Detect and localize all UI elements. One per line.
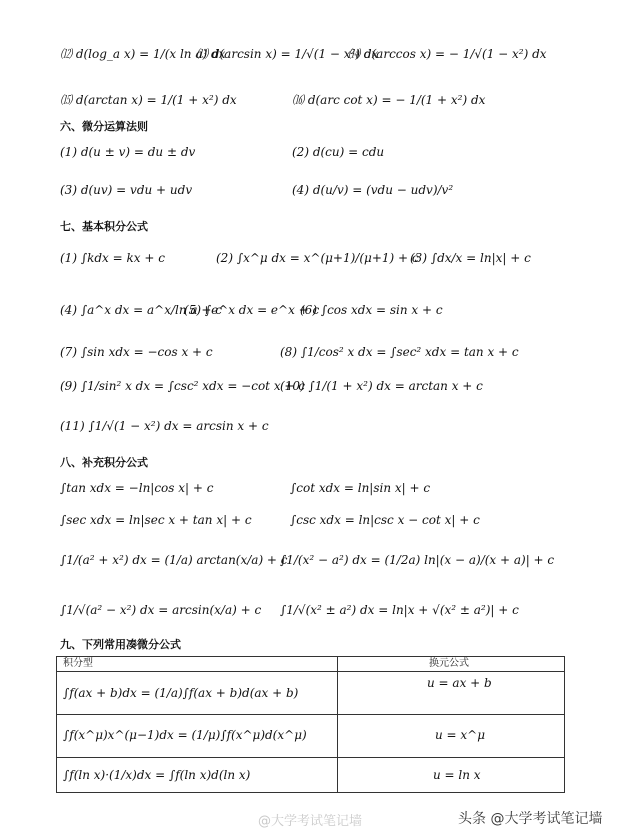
formula-13: ⒀ d(arcsin x) = 1/√(1 − x²) dx (196, 47, 379, 61)
s7-formula-9: (9) ∫1/sin² x dx = ∫csc² xdx = −cot x + c (60, 379, 305, 393)
s8-formula-3: ∫sec xdx = ln|sec x + tan x| + c (60, 513, 252, 527)
formula-15: ⒂ d(arctan x) = 1/(1 + x²) dx (60, 93, 237, 107)
s7-formula-4: (4) ∫a^x dx = a^x/ln a + c (60, 303, 222, 317)
table-row-3-integral: ∫f(ln x)·(1/x)dx = ∫f(ln x)d(ln x) (63, 768, 251, 782)
section-6-title: 六、微分运算法则 (60, 120, 148, 133)
table-header-integral-type: 积分型 (63, 658, 93, 669)
formula-16: ⒃ d(arc cot x) = − 1/(1 + x²) dx (292, 93, 486, 107)
section-9-title: 九、下列常用凑微分公式 (60, 638, 181, 651)
s7-formula-3: (3) ∫dx/x = ln|x| + c (410, 251, 531, 265)
section-8-title: 八、补充积分公式 (60, 456, 148, 469)
s8-formula-4: ∫csc xdx = ln|csc x − cot x| + c (290, 513, 480, 527)
s7-formula-1: (1) ∫kdx = kx + c (60, 251, 165, 265)
s8-formula-1: ∫tan xdx = −ln|cos x| + c (60, 481, 214, 495)
table-row-divider (57, 714, 564, 715)
s7-formula-10: (10) ∫1/(1 + x²) dx = arctan x + c (280, 379, 483, 393)
section-7-title: 七、基本积分公式 (60, 220, 148, 233)
table-header-substitution: 换元公式 (429, 658, 469, 669)
s8-formula-2: ∫cot xdx = ln|sin x| + c (290, 481, 431, 495)
formula-12: ⑿ d(log_a x) = 1/(x ln a) dx (60, 47, 226, 61)
s7-formula-11: (11) ∫1/√(1 − x²) dx = arcsin x + c (60, 419, 269, 433)
s7-formula-8: (8) ∫1/cos² x dx = ∫sec² xdx = tan x + c (280, 345, 519, 359)
s6-formula-4: (4) d(u/v) = (vdu − udv)/v² (292, 183, 454, 197)
table-row-2-substitution: u = x^μ (435, 728, 486, 742)
s8-formula-5: ∫1/(a² + x²) dx = (1/a) arctan(x/a) + c (60, 553, 288, 567)
s7-formula-6: (6) ∫cos xdx = sin x + c (300, 303, 443, 317)
s7-formula-7: (7) ∫sin xdx = −cos x + c (60, 345, 213, 359)
s8-formula-8: ∫1/√(x² ± a²) dx = ln|x + √(x² ± a²)| + c (280, 603, 519, 617)
source-watermark: 头条 @大学考试笔记墙 (458, 811, 603, 827)
table-row-3-substitution: u = ln x (433, 768, 481, 782)
table-row-2-integral: ∫f(x^μ)x^(μ−1)dx = (1/μ)∫f(x^μ)d(x^μ) (63, 728, 307, 742)
table-column-divider (337, 657, 338, 792)
s8-formula-7: ∫1/√(a² − x²) dx = arcsin(x/a) + c (60, 603, 262, 617)
s6-formula-3: (3) d(uv) = vdu + udv (60, 183, 193, 197)
s7-formula-5: (5) ∫e^x dx = e^x + c (184, 303, 320, 317)
s6-formula-2: (2) d(cu) = cdu (292, 145, 385, 159)
s8-formula-6: ∫1/(x² − a²) dx = (1/2a) ln|(x − a)/(x + a)| + c (280, 553, 555, 567)
s7-formula-2: (2) ∫x^μ dx = x^(μ+1)/(μ+1) + c (216, 251, 419, 265)
formula-14: ⒁ d(arccos x) = − 1/√(1 − x²) dx (348, 47, 547, 61)
s6-formula-1: (1) d(u ± v) = du ± dv (60, 145, 196, 159)
table-row-divider (57, 757, 564, 758)
table-header-divider (57, 671, 564, 672)
table-row-1-substitution: u = ax + b (427, 676, 492, 690)
faint-watermark: @大学考试笔记墙 (258, 814, 363, 829)
table-row-1-integral: ∫f(ax + b)dx = (1/a)∫f(ax + b)d(ax + b) (63, 686, 299, 700)
substitution-table (56, 656, 565, 793)
